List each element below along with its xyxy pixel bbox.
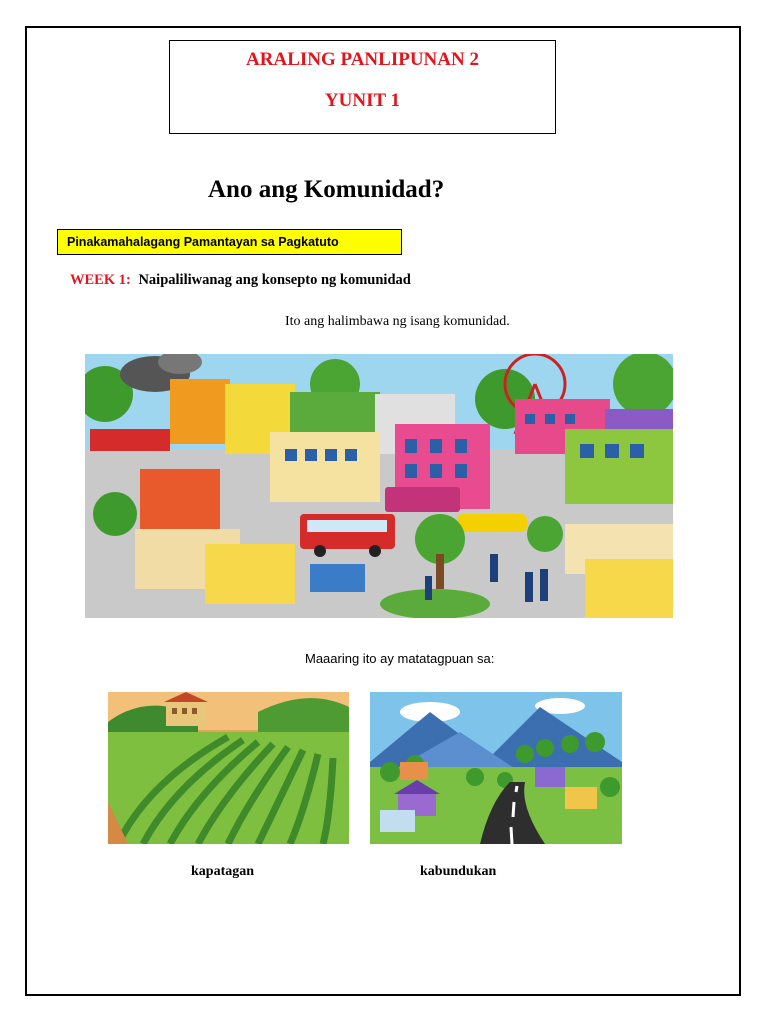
community-illustration	[85, 354, 673, 618]
plain-caption: kapatagan	[191, 864, 255, 879]
mountain-caption: kabundukan	[420, 864, 497, 879]
week-objective: Naipaliliwanag ang konsepto ng komunidad	[138, 272, 411, 288]
week-line	[70, 272, 411, 289]
unit-title: YUNIT 1	[324, 90, 401, 111]
example-caption: Ito ang halimbawa ng isang komunidad.	[285, 314, 510, 329]
location-prompt: Maaaring ito ay matatagpuan sa:	[305, 651, 495, 666]
subject-title: ARALING PANLIPUNAN 2	[246, 49, 479, 70]
week-label: WEEK 1:	[70, 272, 131, 288]
page-heading: Ano ang Komunidad?	[208, 176, 445, 203]
standard-label: Pinakamahalagang Pamantayan sa Pagkatuto	[57, 229, 402, 255]
plain-illustration	[108, 692, 349, 844]
mountain-illustration	[370, 692, 622, 844]
title-box	[169, 40, 556, 134]
